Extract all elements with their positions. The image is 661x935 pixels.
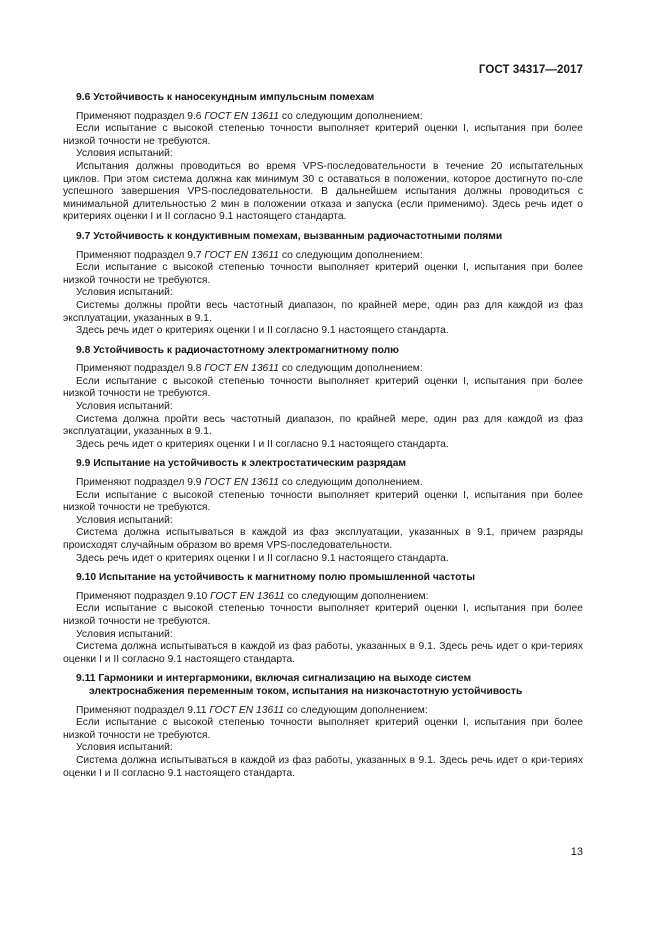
section-heading bbox=[63, 572, 583, 585]
section-title-line-2: электроснабжения переменным током, испытания на низкочастотную устойчивость bbox=[89, 685, 523, 697]
standard-ref: ГОСТ EN 13611 bbox=[204, 363, 279, 375]
apply-paragraph bbox=[63, 705, 583, 718]
section-9-6 bbox=[63, 92, 583, 224]
section-9-7 bbox=[63, 231, 583, 338]
conditions-label: Условия испытаний: bbox=[76, 148, 173, 160]
section-number: 9.8 bbox=[76, 344, 91, 356]
apply-paragraph bbox=[63, 363, 583, 376]
section-9-9 bbox=[63, 458, 583, 565]
section-heading bbox=[63, 345, 583, 358]
conditions-label: Условия испытаний: bbox=[76, 628, 173, 640]
high-accuracy-paragraph: Если испытание с высокой степенью точности выполняет критерий оценки I, испытания при более низкой точности не требуются. bbox=[63, 603, 583, 627]
section-body: Испытания должны проводиться во время VPS-последовательности в течение 20 испытательных циклов. При этом система должна как минимум 30 с оставаться в положении, которое достигнуто по-сле успешного завершения VPS-последовательности. В дальнейшем испытания должны проводиться с минимальной длительностью 2 мин в положении отказа и запуска (если применимо). Здесь речь идет о критериях оценки I и II согласно 9.1 настоящего стандарта. bbox=[63, 160, 583, 223]
section-number: 9.11 bbox=[76, 673, 96, 685]
section-number: 9.9 bbox=[76, 458, 91, 470]
section-body: Система должна пройти весь частотный диапазон, по крайней мере, один раз для каждой из фаз эксплуатации, указанных в 9.1. bbox=[63, 413, 583, 438]
subsection-ref: 9.8 bbox=[187, 363, 202, 375]
apply-text-end: со следующим дополнением: bbox=[281, 363, 423, 375]
section-title: Испытание на устойчивость к магнитному полю промышленной частоты bbox=[98, 572, 476, 584]
section-heading bbox=[63, 673, 583, 698]
section-title: Испытание на устойчивость к электростатическим разрядам bbox=[93, 458, 407, 470]
apply-text: Применяют подраздел bbox=[76, 110, 185, 122]
document-code-header: ГОСТ 34317—2017 bbox=[478, 64, 583, 76]
apply-text-end: со следующим дополнением: bbox=[286, 704, 428, 716]
apply-text-end: со следующим дополнением. bbox=[281, 477, 423, 489]
standard-ref: ГОСТ EN 13611 bbox=[204, 110, 279, 122]
apply-text: Применяют подраздел bbox=[76, 249, 185, 261]
subsection-ref: 9.9 bbox=[187, 477, 202, 489]
section-title: Устойчивость к радиочастотному электромагнитному полю bbox=[93, 344, 399, 356]
section-title: Устойчивость к кондуктивным помехам, вызванным радиочастотными полями bbox=[93, 230, 503, 242]
section-body: Система должна испытываться в каждой из фаз работы, указанных в 9.1. Здесь речь идет о кри-териях оценки I и II согласно 9.1 настоящего стандарта. bbox=[63, 641, 583, 665]
conditions-label: Условия испытаний: bbox=[76, 742, 173, 754]
section-title: Гармоники и интергармоники, включая сигнализацию на выходе систем bbox=[98, 673, 472, 685]
section-number: 9.10 bbox=[76, 572, 97, 584]
apply-paragraph bbox=[63, 111, 583, 124]
apply-text: Применяют подраздел bbox=[76, 477, 185, 489]
apply-text-end: со следующим дополнением: bbox=[287, 590, 429, 602]
page-number: 13 bbox=[570, 846, 583, 858]
section-number: 9.6 bbox=[76, 92, 91, 103]
high-accuracy-paragraph: Если испытание с высокой степенью точности выполняет критерий оценки I, испытания при более низкой точности не требуются. bbox=[63, 489, 583, 514]
section-9-11 bbox=[63, 673, 583, 780]
apply-text: Применяют подраздел bbox=[76, 704, 185, 716]
subsection-ref: 9.11 bbox=[187, 704, 207, 716]
section-heading bbox=[63, 458, 583, 471]
section-body: Системы должны пройти весь частотный диапазон, по крайней мере, один раз для каждой из фаз эксплуатации, указанных в 9.1. bbox=[63, 299, 583, 324]
section-title: Устойчивость к наносекундным импульсным помехам bbox=[93, 92, 375, 103]
criteria-paragraph: Здесь речь идет о критериях оценки I и II согласно 9.1 настоящего стандарта. bbox=[76, 325, 449, 337]
standard-ref: ГОСТ EN 13611 bbox=[209, 704, 284, 716]
apply-paragraph bbox=[63, 477, 583, 490]
apply-text-end: со следующим дополнением: bbox=[281, 110, 423, 122]
conditions-label: Условия испытаний: bbox=[76, 401, 173, 413]
section-9-8 bbox=[63, 345, 583, 452]
apply-paragraph bbox=[63, 591, 583, 604]
criteria-paragraph: Здесь речь идет о критериях оценки I и II согласно 9.1 настоящего стандарта. bbox=[76, 552, 449, 564]
standard-ref: ГОСТ EN 13611 bbox=[210, 590, 285, 602]
conditions-label: Условия испытаний: bbox=[76, 287, 173, 299]
high-accuracy-paragraph: Если испытание с высокой степенью точности выполняет критерий оценки I, испытания при более низкой точности не требуются. bbox=[63, 375, 583, 400]
high-accuracy-paragraph: Если испытание с высокой степенью точности выполняет критерий оценки I, испытания при более низкой точности не требуются. bbox=[63, 123, 583, 147]
standard-ref: ГОСТ EN 13611 bbox=[204, 477, 279, 489]
conditions-label: Условия испытаний: bbox=[76, 514, 173, 526]
section-number: 9.7 bbox=[76, 230, 91, 242]
section-body: Система должна испытываться в каждой из фаз работы, указанных в 9.1. Здесь речь идет о кри-териях оценки I и II согласно 9.1 настоящего стандарта. bbox=[63, 754, 583, 779]
page-content bbox=[63, 92, 583, 787]
section-body: Система должна испытываться в каждой из фаз эксплуатации, указанных в 9.1, причем разряды происходят случайным образом во время VPS-последовательности. bbox=[63, 527, 583, 551]
high-accuracy-paragraph: Если испытание с высокой степенью точности выполняет критерий оценки I, испытания при более низкой точности не требуются. bbox=[63, 717, 583, 741]
standard-ref: ГОСТ EN 13611 bbox=[204, 249, 279, 261]
criteria-paragraph: Здесь речь идет о критериях оценки I и II согласно 9.1 настоящего стандарта. bbox=[76, 438, 449, 450]
section-title-line-1 bbox=[76, 673, 583, 686]
subsection-ref: 9.7 bbox=[187, 249, 202, 261]
subsection-ref: 9.10 bbox=[187, 590, 208, 602]
apply-paragraph bbox=[63, 250, 583, 263]
section-heading bbox=[63, 231, 583, 244]
apply-text: Применяют подраздел bbox=[76, 590, 185, 602]
high-accuracy-paragraph: Если испытание с высокой степенью точности выполняет критерий оценки I, испытания при более низкой точности не требуются. bbox=[63, 262, 583, 286]
section-heading bbox=[63, 92, 583, 105]
section-9-10 bbox=[63, 572, 583, 666]
subsection-ref: 9.6 bbox=[187, 110, 202, 122]
apply-text-end: со следующим дополнением: bbox=[281, 249, 423, 261]
apply-text: Применяют подраздел bbox=[76, 363, 185, 375]
